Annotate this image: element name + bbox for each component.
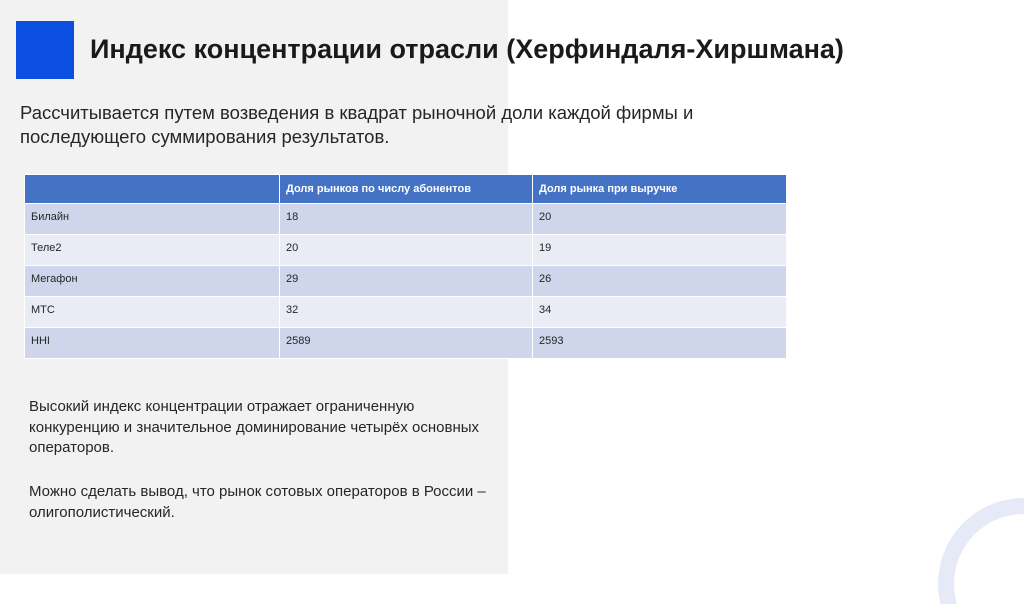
header-revenue-share: Доля рынка при выручке	[533, 175, 787, 204]
operator-name-cell: Билайн	[25, 204, 280, 235]
table-row-hhi	[25, 328, 787, 359]
revenue-share-cell: 34	[533, 297, 787, 328]
operator-name-cell: Теле2	[25, 235, 280, 266]
operator-name-cell: Мегафон	[25, 266, 280, 297]
table-header-row	[25, 175, 787, 204]
intro-text: Рассчитывается путем возведения в квадрат рыночной доли каждой фирмы и последующего суммирования результатов.	[20, 102, 694, 147]
table-row	[25, 266, 787, 297]
table-row	[25, 297, 787, 328]
conclusion-paragraph-2: Можно сделать вывод, что рынок сотовых операторов в России – олигополистический.	[29, 483, 486, 521]
slide-title: Индекс концентрации отрасли (Херфиндаля-Хиршмана)	[90, 34, 844, 64]
revenue-share-cell: 20	[533, 204, 787, 235]
subscribers-share-cell: 18	[280, 204, 533, 235]
subscribers-share-cell: 32	[280, 297, 533, 328]
header-empty-cell	[25, 175, 280, 204]
subscribers-share-cell: 29	[280, 266, 533, 297]
subscribers-share-cell: 20	[280, 235, 533, 266]
header-subscribers-share: Доля рынков по числу абонентов	[280, 175, 533, 204]
table-row	[25, 235, 787, 266]
conclusion-paragraph-1: Высокий индекс концентрации отражает ограниченную конкуренцию и значительное доминирование четырёх основных операторов.	[29, 398, 480, 456]
operator-name-cell: HHI	[25, 328, 280, 359]
decorative-arc	[924, 484, 1024, 604]
revenue-share-cell: 19	[533, 235, 787, 266]
table-row	[25, 204, 787, 235]
revenue-share-cell: 26	[533, 266, 787, 297]
decorative-arc-shape	[946, 506, 1024, 604]
revenue-share-cell: 2593	[533, 328, 787, 359]
subscribers-share-cell: 2589	[280, 328, 533, 359]
accent-square	[16, 21, 74, 79]
market-share-table	[24, 174, 787, 359]
operator-name-cell: МТС	[25, 297, 280, 328]
